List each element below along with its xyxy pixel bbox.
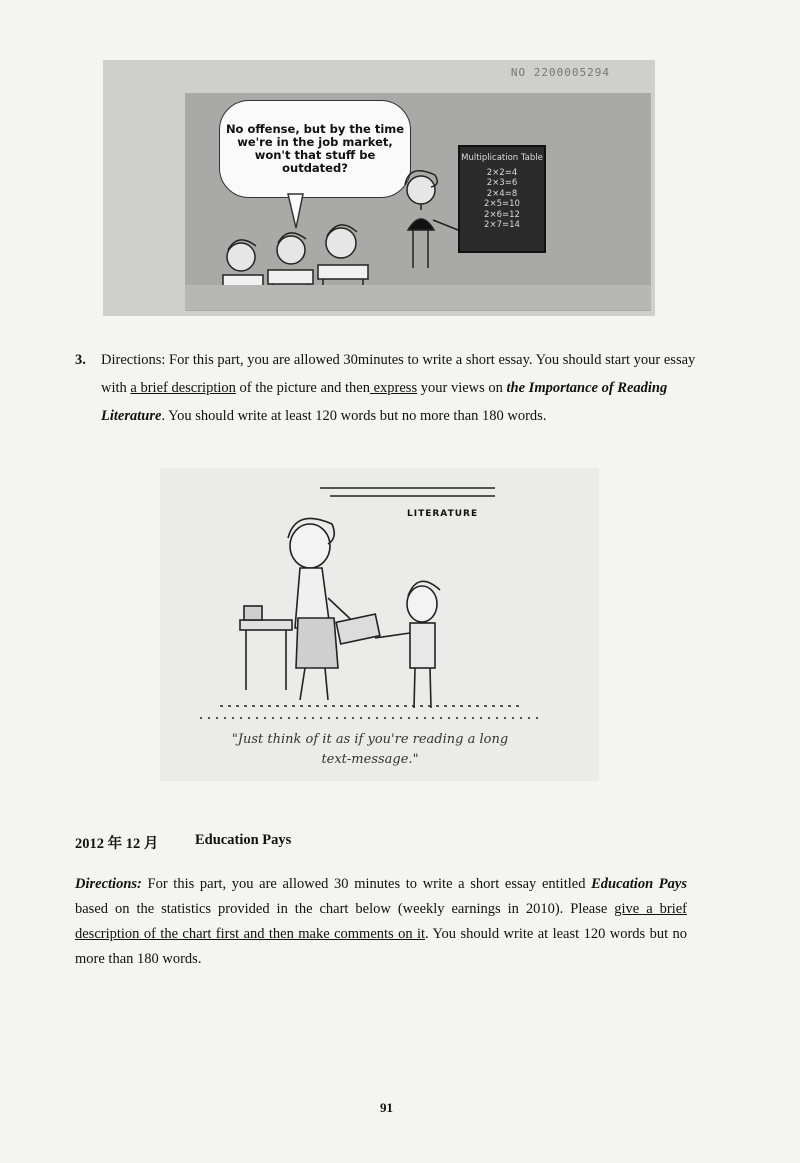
section-date: 2012 年 12 月 [75, 836, 159, 852]
blackboard-row: 2×5=10 [484, 199, 520, 209]
q3-underlined-express: express [369, 380, 418, 396]
q3-text-c: your views on [417, 380, 507, 396]
section-title: Education Pays [195, 832, 292, 848]
blackboard-row: 2×6=12 [484, 209, 520, 220]
page-number: 91 [380, 1100, 393, 1115]
speech-text: No offense, but by the time we're in the job market, won't that stuff be outdated? [225, 122, 405, 175]
serial-number: NO 2200005294 [510, 66, 610, 79]
q3-text-b: of the picture and then [235, 380, 370, 396]
essay-title: Education Pays [591, 876, 687, 892]
blackboard-row: 2×2=4 [486, 167, 518, 178]
q3-essay-topic: the Importance of Reading Literature [101, 380, 668, 424]
blackboard [458, 145, 546, 253]
cartoon-literature [160, 468, 599, 781]
q3-text-a: Directions: For this part, you are allowed 30minutes to write a short essay. You should start your essay with [101, 352, 696, 396]
classroom-drawing [103, 60, 655, 316]
directions-text-b: based on the statistics provided in the chart below (weekly earnings in 2010). Please [75, 901, 615, 917]
cartoon-classroom [103, 60, 655, 316]
question-3-directions [101, 346, 701, 430]
education-pays-directions [75, 872, 687, 972]
question-number: 3. [75, 352, 86, 368]
directions-text-c: . You should write at least 120 words but no more than 180 words. [75, 926, 687, 967]
directions-text-a: For this part, you are allowed 30 minutes to write a short essay entitled [141, 876, 592, 892]
blackboard-row: 2×3=6 [486, 178, 518, 188]
blackboard-row: 2×7=14 [484, 220, 520, 230]
underlined-instruction: give a brief description of the chart first and then make comments on it [75, 901, 687, 942]
literature-sign: LITERATURE [407, 509, 479, 519]
blackboard-row: 2×4=8 [486, 188, 518, 199]
cartoon-caption: "Just think of it as if you're reading a long text-message." [231, 732, 509, 767]
q3-underlined-description: a brief description [130, 380, 236, 396]
q3-text-d: . You should write at least 120 words but no more than 180 words. [161, 408, 547, 424]
directions-label: Directions: [75, 876, 142, 892]
blackboard-title: Multiplication Table [461, 153, 543, 163]
